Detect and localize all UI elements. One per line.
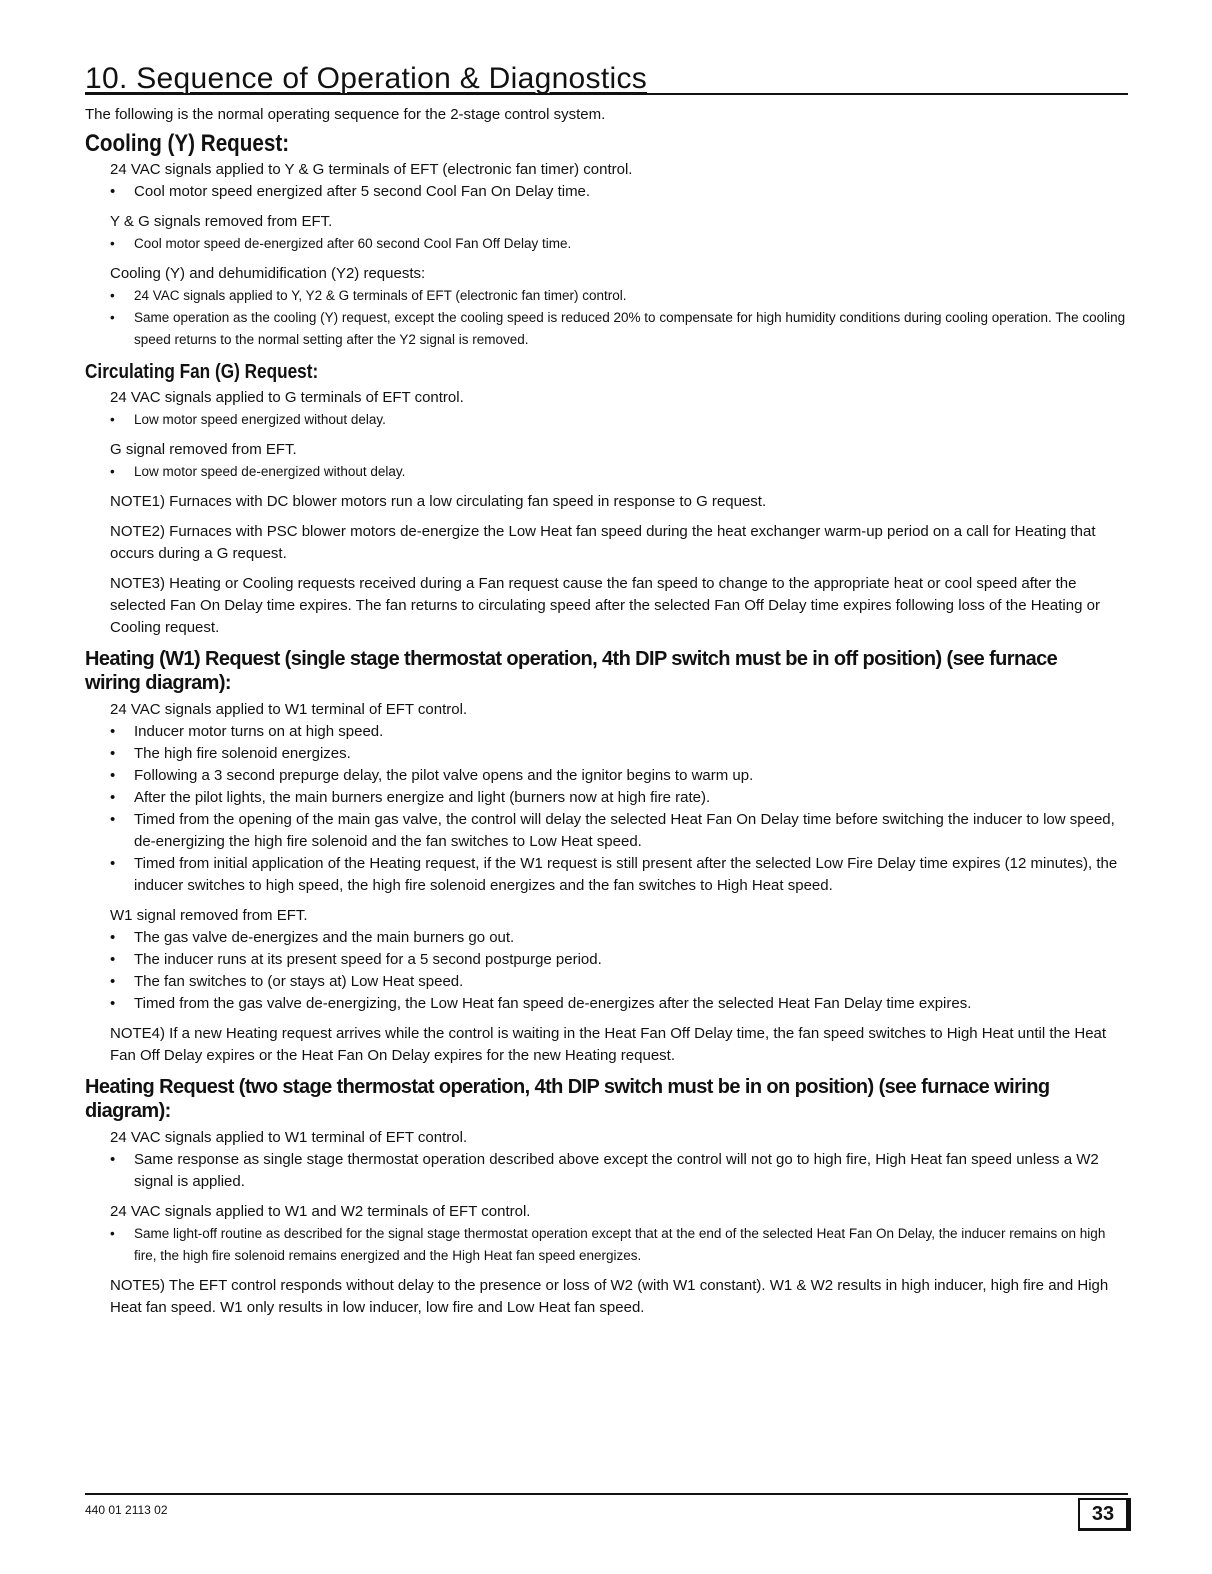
heat1-line-2: W1 signal removed from EFT. — [110, 907, 308, 924]
document-number: 440 01 2113 02 — [85, 1503, 168, 1517]
list-item: • Same response as single stage thermostat operation described above except the control will not go to high fire, High Heat fan speed unless a W2 signal is applied. — [110, 1149, 1128, 1193]
list-item: • Timed from initial application of the Heating request, if the W1 request is still present after the selected Low Fire Delay time expires (12 minutes), the inducer switches to high speed, the high fire solenoid energizes and the fan switches to High Heat speed. — [110, 853, 1128, 897]
list-item: • Cool motor speed energized after 5 second Cool Fan On Delay time. — [110, 181, 1128, 203]
note-1: NOTE1) Furnaces with DC blower motors run a low circulating fan speed in response to G request. — [110, 493, 767, 510]
cooling-list-1 — [110, 181, 1128, 203]
heating-two-stage-heading: Heating Request (two stage thermostat operation, 4th DIP switch must be in on position) (see furnace wiring diagram): — [85, 1076, 1050, 1122]
fan-list-1 — [110, 409, 1128, 431]
list-item: • Timed from the gas valve de-energizing, the Low Heat fan speed de-energizes after the selected Heat Fan Delay time expires. — [110, 993, 1128, 1015]
heat2-list-1 — [110, 1149, 1128, 1193]
list-item: • Same operation as the cooling (Y) request, except the cooling speed is reduced 20% to compensate for high humidity conditions during cooling operation. The cooling speed returns to the normal setting after the Y2 signal is removed. — [110, 307, 1128, 351]
fan-heading: Circulating Fan (G) Request: — [85, 361, 319, 383]
cooling-list-3 — [110, 285, 1128, 351]
heating-single-stage-heading: Heating (W1) Request (single stage thermostat operation, 4th DIP switch must be in off position) (see furnace wiring diagram): — [85, 648, 1058, 694]
cooling-line-1: 24 VAC signals applied to Y & G terminals of EFT (electronic fan timer) control. — [110, 161, 633, 178]
heating-two-stage-section — [85, 1127, 1128, 1319]
cooling-section — [85, 159, 1128, 351]
note-4: NOTE4) If a new Heating request arrives while the control is waiting in the Heat Fan Off Delay time, the fan speed switches to High Heat until the Heat Fan Off Delay expires or the Heat Fan On Delay expires for the new Heating request. — [110, 1025, 1107, 1064]
list-item: • After the pilot lights, the main burners energize and light (burners now at high fire rate). — [110, 787, 1128, 809]
list-item: • The high fire solenoid energizes. — [110, 743, 1128, 765]
list-item: • Inducer motor turns on at high speed. — [110, 721, 1128, 743]
list-item: • The fan switches to (or stays at) Low Heat speed. — [110, 971, 1128, 993]
list-item: • Cool motor speed de-energized after 60 second Cool Fan Off Delay time. — [110, 233, 1128, 255]
fan-line-1: 24 VAC signals applied to G terminals of EFT control. — [110, 389, 464, 406]
page-title: 10. Sequence of Operation & Diagnostics — [85, 62, 648, 95]
heat2-line-2: 24 VAC signals applied to W1 and W2 terminals of EFT control. — [110, 1203, 531, 1220]
heat2-line-1: 24 VAC signals applied to W1 terminal of EFT control. — [110, 1129, 468, 1146]
heat1-list-1 — [110, 721, 1128, 897]
list-item: • Timed from the opening of the main gas valve, the control will delay the selected Heat Fan On Delay time before switching the inducer to low speed, de-energizing the high fire solenoid and the fan switches to Low Heat speed. — [110, 809, 1128, 853]
page-content — [85, 62, 1128, 1327]
cooling-list-2 — [110, 233, 1128, 255]
note-5: NOTE5) The EFT control responds without delay to the presence or loss of W2 (with W1 constant). W1 & W2 results in high inducer, high fire and High Heat fan speed. W1 only results in low inducer, low fire and Low Heat fan speed. — [110, 1277, 1109, 1316]
list-item: • Low motor speed de-energized without delay. — [110, 461, 1128, 483]
heat1-list-2 — [110, 927, 1128, 1015]
fan-line-2: G signal removed from EFT. — [110, 441, 297, 458]
fan-list-2 — [110, 461, 1128, 483]
heat2-list-2 — [110, 1223, 1128, 1267]
intro-text: The following is the normal operating sequence for the 2-stage control system. — [85, 106, 606, 123]
cooling-line-2: Y & G signals removed from EFT. — [110, 213, 333, 230]
list-item: • The inducer runs at its present speed for a 5 second postpurge period. — [110, 949, 1128, 971]
note-2: NOTE2) Furnaces with PSC blower motors de-energize the Low Heat fan speed during the heat exchanger warm-up period on a call for Heating that occurs during a G request. — [110, 523, 1096, 562]
cooling-heading: Cooling (Y) Request: — [85, 130, 290, 157]
cooling-line-3: Cooling (Y) and dehumidification (Y2) requests: — [110, 265, 426, 282]
footer-divider — [85, 1493, 1128, 1495]
page-number: 33 — [1078, 1498, 1131, 1531]
fan-section — [85, 387, 1128, 639]
heating-single-stage-section — [85, 699, 1128, 1067]
heat1-line-1: 24 VAC signals applied to W1 terminal of EFT control. — [110, 701, 468, 718]
list-item: • 24 VAC signals applied to Y, Y2 & G terminals of EFT (electronic fan timer) control. — [110, 285, 1128, 307]
list-item: • Following a 3 second prepurge delay, the pilot valve opens and the ignitor begins to warm up. — [110, 765, 1128, 787]
note-3: NOTE3) Heating or Cooling requests received during a Fan request cause the fan speed to change to the appropriate heat or cool speed after the selected Fan On Delay time expires. The fan returns to circulating speed after the selected Fan Off Delay time expires following loss of the Heating or Cooling request. — [110, 575, 1100, 636]
list-item: • The gas valve de-energizes and the main burners go out. — [110, 927, 1128, 949]
list-item: • Same light-off routine as described for the signal stage thermostat operation except that at the end of the selected Heat Fan On Delay, the inducer remains on high fire, the high fire solenoid remains energized and the High Heat fan speed energizes. — [110, 1223, 1128, 1267]
list-item: • Low motor speed energized without delay. — [110, 409, 1128, 431]
